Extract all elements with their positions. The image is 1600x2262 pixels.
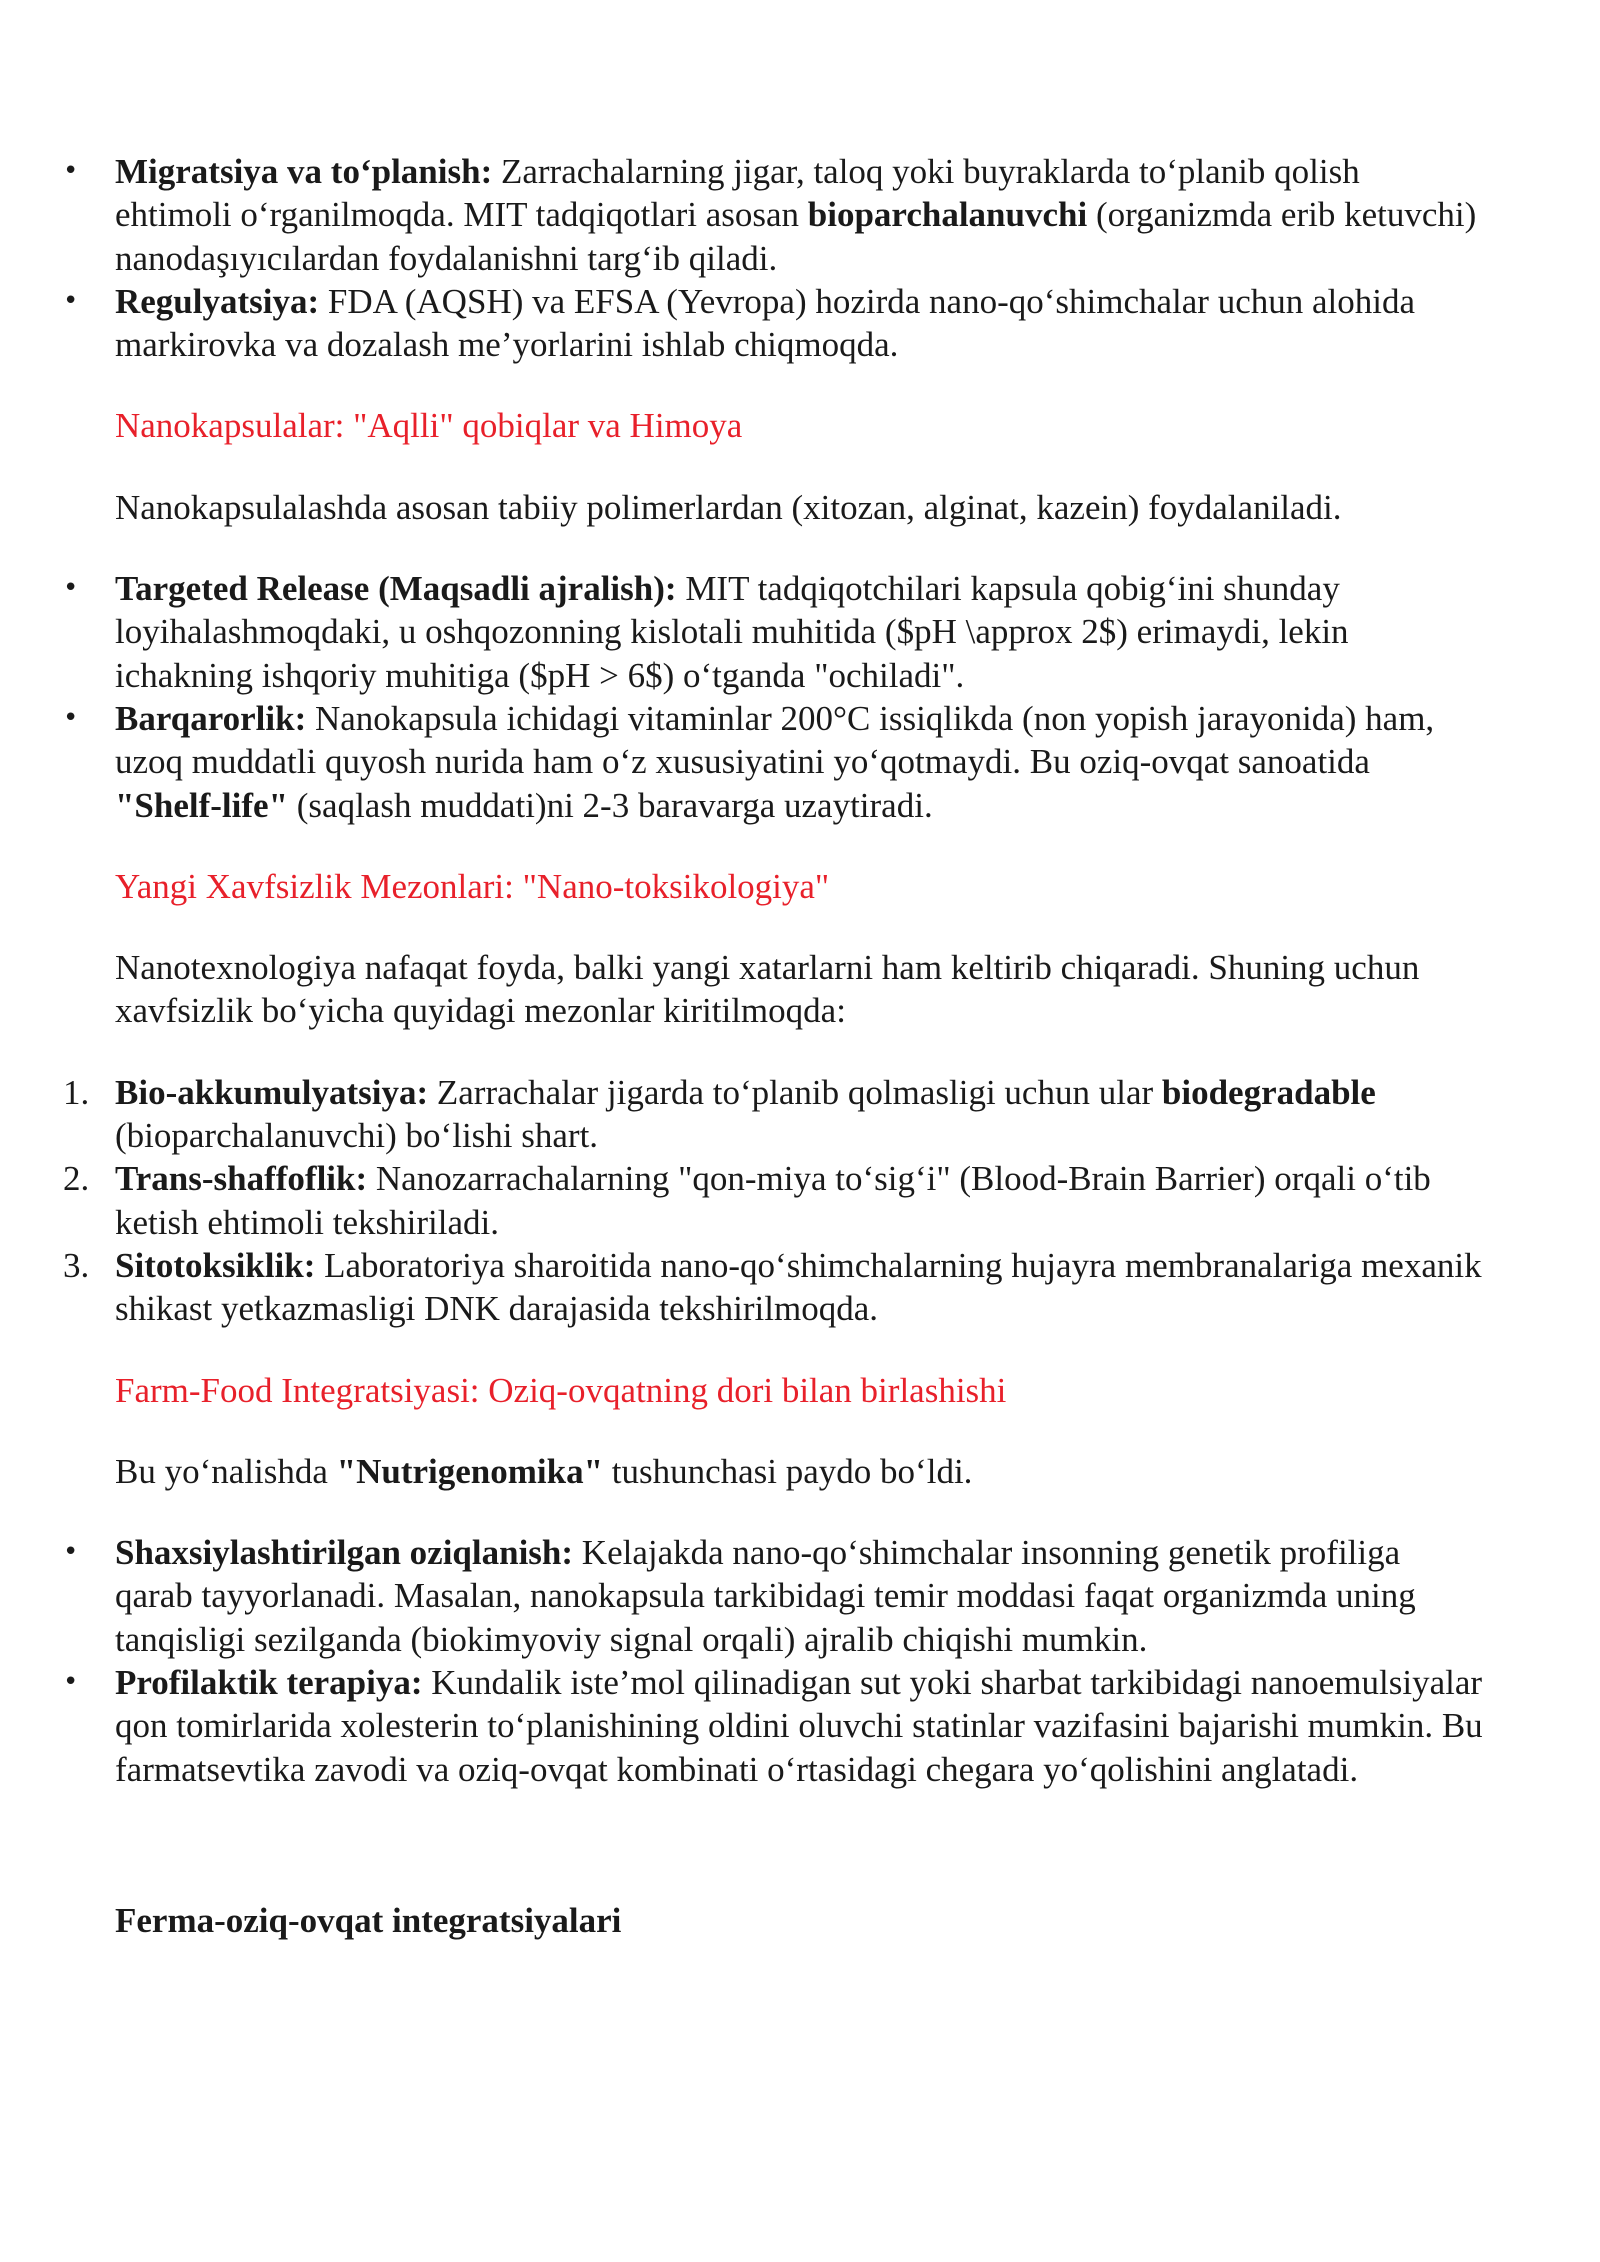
item-bold: "Shelf-life" (115, 785, 289, 825)
item-text: Zarrachalarning jigar, taloq yoki buyraklarda to‘planib qolish ehtimoli o‘rganilmoqda. MIT tadqiqotlari asosan (115, 152, 1360, 235)
intro-text: Bu yo‘nalishda (115, 1451, 337, 1491)
item-label: Trans-shaffoflik: (115, 1159, 368, 1199)
list-item (63, 1531, 1485, 1661)
list-item (63, 1157, 1485, 1244)
intro-text: tushunchasi paydo bo‘ldi. (603, 1451, 973, 1491)
item-text: Nanozarrachalarning "qon-miya to‘sig‘i" (Blood-Brain Barrier) orqali o‘tib ketish ehtimoli tekshiriladi. (115, 1159, 1431, 1242)
list-item (63, 150, 1485, 280)
list-number: 1. (63, 1072, 90, 1112)
item-text: Kelajakda nano-qo‘shimchalar insonning genetik profiliga qarab tayyorlanadi. Masalan, nanokapsula tarkibidagi temir moddasi faqat organizmda uning tanqisligi sezilganda (biokimyoviy signal orqali) ajralib chiqishi mumkin. (115, 1533, 1416, 1659)
bullet-icon: • (63, 1667, 79, 1698)
item-label: Bio-akkumulyatsiya: (115, 1072, 429, 1112)
item-label: Regulyatsiya: (115, 281, 320, 321)
spacer (115, 1791, 1485, 1899)
list-item (63, 1661, 1485, 1791)
list-item (63, 1071, 1485, 1158)
list-item (63, 567, 1485, 697)
paragraph-farmfood-intro (115, 1450, 1485, 1493)
list-number: 2. (63, 1159, 90, 1199)
list-item (63, 697, 1485, 827)
item-label: Sitotoksiklik: (115, 1245, 316, 1285)
item-text: (bioparchalanuvchi) bo‘lishi shart. (115, 1116, 599, 1156)
item-text: MIT tadqiqotchilari kapsula qobig‘ini shunday loyihalashmoqdaki, u oshqozonning kislotali muhitida ($pH \approx 2$) erimaydi, lekin ichakning ishqoriy muhitiga ($pH > 6$) o‘tganda "ochiladi". (115, 569, 1349, 695)
item-label: Barqarorlik: (115, 698, 307, 738)
bullet-list-nanocapsules (63, 567, 1485, 827)
item-text: Zarrachalar jigarda to‘planib qolmasligi uchun ular (428, 1072, 1162, 1112)
item-label: Shaxsiylashtirilgan oziqlanish: (115, 1533, 574, 1573)
bullet-icon: • (63, 702, 79, 733)
bullet-list-farmfood (63, 1531, 1485, 1791)
bullet-icon: • (63, 156, 79, 186)
item-text: Laboratoriya sharoitida nano-qo‘shimchalarning hujayra membranalariga mexanik shikast yetkazmasligi DNK darajasida tekshirilmoqda. (115, 1245, 1482, 1329)
item-text: (saqlash muddati)ni 2-3 baravarga uzaytiradi. (288, 785, 933, 825)
bullet-icon: • (63, 285, 79, 316)
section-heading-farmfood: Farm-Food Integratsiyasi: Oziq-ovqatning dori bilan birlashishi (115, 1370, 1007, 1410)
paragraph-nanocapsules-intro: Nanokapsulalashda asosan tabiiy polimerlardan (xitozan, alginat, kazein) foydalaniladi. (115, 487, 1342, 527)
section-heading-safety: Yangi Xavfsizlik Mezonlari: "Nano-toksikologiya" (115, 866, 830, 906)
bullet-icon: • (63, 1537, 79, 1568)
intro-bold: "Nutrigenomika" (336, 1451, 604, 1491)
document-content (63, 150, 1485, 1942)
bullet-icon: • (63, 573, 79, 604)
paragraph-safety-intro: Nanotexnologiya nafaqat foyda, balki yangi xatarlarni ham keltirib chiqaradi. Shuning uchun xavfsizlik bo‘yicha quyidagi mezonlar kiritilmoqda: (115, 948, 1420, 1031)
item-bold: bioparchalanuvchi (807, 195, 1088, 235)
numbered-list-safety (63, 1071, 1485, 1331)
bullet-list-migration (63, 150, 1485, 366)
item-label: Migratsiya va to‘planish: (115, 152, 493, 191)
item-text: Kundalik iste’mol qilinadigan sut yoki sharbat tarkibidagi nanoemulsiyalar qon tomirlarida xolesterin to‘planishining oldini oluvchi statinlar vazifasini bajarishi mumkin. Bu farmatsevtika zavodi va oziq-ovqat kombinati o‘rtasidagi chegara yo‘qolishini anglatadi. (115, 1663, 1483, 1789)
item-text: (organizmda erib ketuvchi) nanodaşıyıcılardan foydalanishni targ‘ib qiladi. (115, 195, 1477, 278)
section-heading-nanocapsules: Nanokapsulalar: "Aqlli" qobiqlar va Himoya (115, 406, 743, 446)
item-label: Targeted Release (Maqsadli ajralish): (115, 569, 677, 609)
list-number: 3. (63, 1245, 90, 1285)
item-text: Nanokapsula ichidagi vitaminlar 200°C issiqlikda (non yopish jarayonida) ham, uzoq muddatli quyosh nurida ham o‘z xususiyatini yo‘qotmaydi. Bu oziq-ovqat sanoatida (115, 698, 1435, 782)
list-item (63, 1244, 1485, 1331)
item-bold: biodegradable (1161, 1072, 1376, 1112)
list-item (63, 280, 1485, 367)
item-label: Profilaktik terapiya: (115, 1663, 423, 1703)
final-heading: Ferma-oziq-ovqat integratsiyalari (115, 1900, 622, 1940)
item-text: FDA (AQSH) va EFSA (Yevropa) hozirda nano-qo‘shimchalar uchun alohida markirovka va dozalash me’yorlarini ishlab chiqmoqda. (115, 281, 1415, 365)
